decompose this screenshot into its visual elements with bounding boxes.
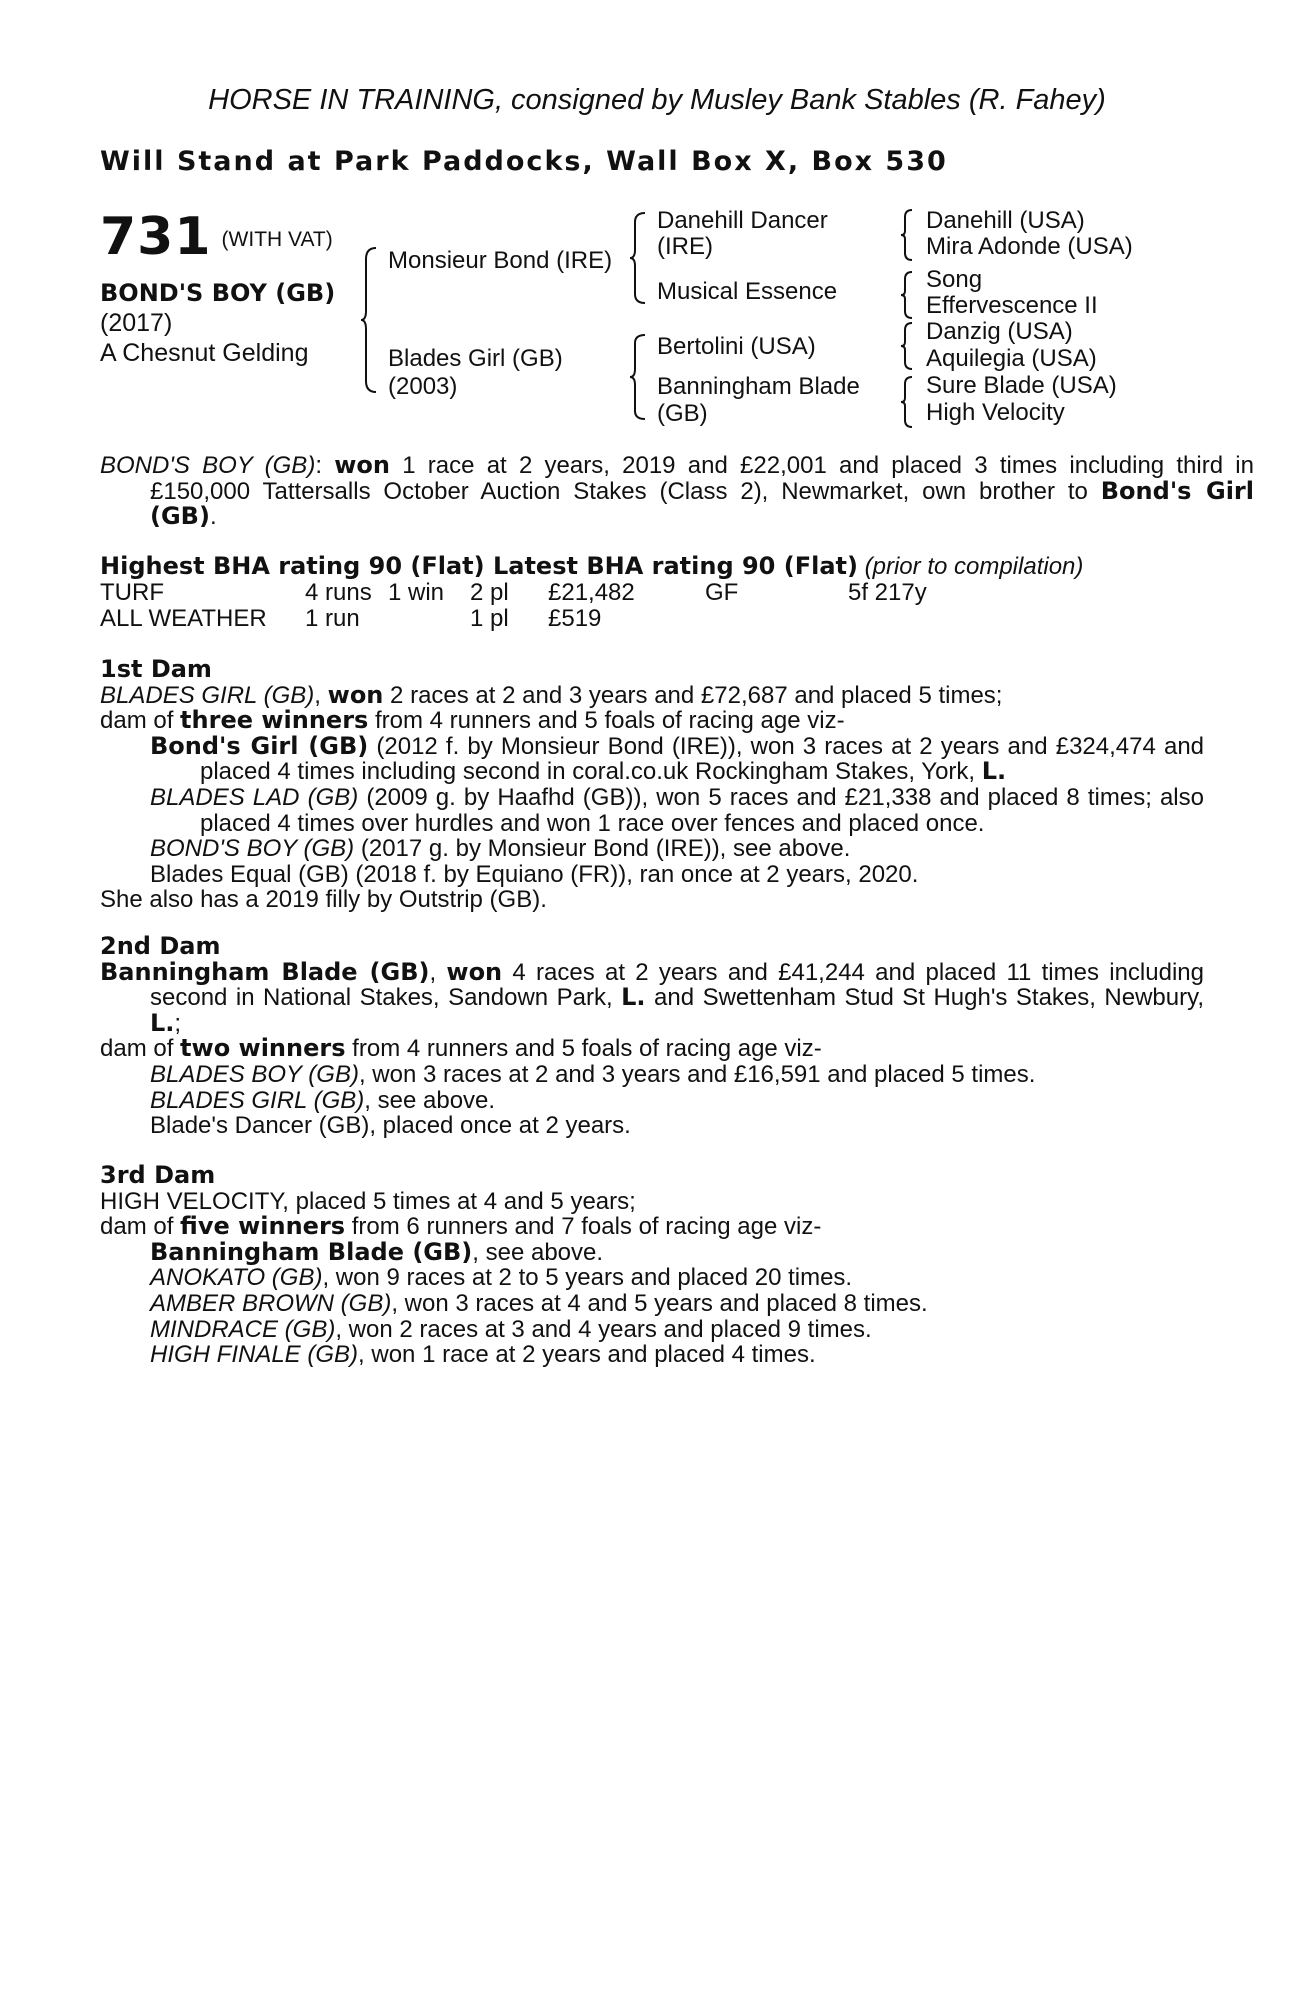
ped-sire: Monsieur Bond (IRE): [388, 247, 613, 274]
ped-dam-line2: (2003): [388, 373, 458, 400]
first-dam-won: won: [327, 680, 384, 709]
ped-g1: Danehill (USA): [926, 207, 1085, 234]
second-dam-section: [100, 934, 1204, 1139]
third-dam-foal-3: [100, 1291, 1204, 1317]
summary-text: 1 race at 2 years, 2019 and £22,001 and placed 3 times including third in £150,000 Tattersalls October Auction Stakes (Class 2), Newmarket, own brother to: [150, 452, 1254, 505]
summary-sibling: Bond's Girl (GB): [150, 476, 1254, 531]
pedigree-brace-g2: [900, 269, 916, 321]
horse-description: A Chesnut Gelding: [100, 339, 309, 367]
foal-text: , won 2 races at 3 and 4 years and placed 9 times.: [335, 1315, 872, 1343]
record-distance: 5f 217y: [848, 579, 927, 606]
second-dam-record: [100, 957, 1204, 1037]
third-dam-record: HIGH VELOCITY, placed 5 times at 4 and 5 years;: [100, 1187, 636, 1215]
pedigree-brace-g4: [900, 374, 916, 430]
record-prize: £519: [548, 604, 602, 632]
first-dam-produce: [100, 708, 1204, 734]
third-dam-title: 3rd Dam: [100, 1161, 216, 1189]
ped-g5: Danzig (USA): [926, 318, 1073, 345]
first-dam-also: She also has a 2019 filly by Outstrip (GB).: [100, 886, 547, 914]
dam-of-winners: three winners: [180, 706, 369, 735]
summary-horse-name: BOND'S BOY (GB): [100, 452, 316, 479]
listed-marker: L.: [150, 1008, 175, 1037]
record-wins: 1 win: [388, 579, 445, 606]
foal-name: BLADES BOY (GB): [150, 1060, 359, 1088]
first-dam-foal-2: [100, 785, 1204, 836]
dam-of-suffix: from 4 runners and 5 foals of racing age viz-: [345, 1035, 822, 1063]
third-dam-foal-4: [100, 1317, 1204, 1343]
summary-end: .: [209, 503, 217, 531]
second-dam-foal-3: Blade's Dancer (GB), placed once at 2 years.: [150, 1112, 631, 1140]
ratings-note: (prior to compilation): [864, 553, 1084, 580]
summary-colon: :: [315, 452, 335, 479]
ped-dam-dam-line1: Banningham Blade: [657, 373, 860, 400]
ped-dam-dam-line2: (GB): [657, 400, 708, 427]
horse-identity: [100, 278, 335, 368]
record-placed: 2 pl: [470, 579, 509, 606]
record-runs: 4 runs: [305, 579, 372, 606]
race-summary: [100, 453, 1254, 530]
foal-text: , won 3 races at 2 and 3 years and £16,591 and placed 5 times.: [358, 1060, 1036, 1088]
summary-won: won: [334, 451, 390, 479]
dam-of-suffix: from 6 runners and 7 foals of racing age viz-: [345, 1213, 822, 1241]
first-dam-text: 2 races at 2 and 3 years and £72,687 and placed 5 times;: [383, 681, 1003, 709]
second-dam-text-2: and Swettenham Stud St Hugh's Stakes, Newbury,: [645, 984, 1204, 1012]
ped-g7: Sure Blade (USA): [926, 372, 1117, 399]
foal-name: Bond's Girl (GB): [150, 731, 369, 760]
record-surface: ALL WEATHER: [100, 604, 267, 632]
foal-name: MINDRACE (GB): [150, 1315, 336, 1343]
dam-of-prefix: dam of: [100, 1213, 181, 1241]
foal-name: AMBER BROWN (GB): [150, 1289, 392, 1317]
record-runs: 1 run: [305, 604, 360, 632]
record-prize: £21,482: [548, 579, 635, 606]
dam-of-prefix: dam of: [100, 1035, 181, 1063]
foal-text: , won 9 races at 2 to 5 years and placed 20 times.: [322, 1264, 853, 1292]
pedigree-brace-sire: [629, 210, 649, 306]
second-dam-text-3: ;: [174, 1009, 182, 1037]
first-dam-title: 1st Dam: [100, 655, 212, 683]
vat-label: (WITH VAT): [221, 228, 333, 251]
first-dam-foal-4: Blades Equal (GB) (2018 f. by Equiano (FR)), ran once at 2 years, 2020.: [150, 860, 919, 888]
foal-name: BOND'S BOY (GB): [150, 835, 355, 863]
foal-text: , won 3 races at 4 and 5 years and placed 8 times.: [391, 1289, 928, 1317]
ped-dam-line1: Blades Girl (GB): [388, 345, 563, 372]
ratings-title: Highest BHA rating 90 (Flat) Latest BHA rating 90 (Flat): [100, 552, 858, 580]
ped-sire-sire-line1: Danehill Dancer: [657, 207, 828, 234]
lot-number: 731: [100, 207, 212, 267]
first-dam-foal-1: [100, 731, 1205, 786]
ped-sire-sire-line2: (IRE): [657, 233, 713, 260]
record-going: GF: [705, 579, 739, 606]
foal-text: , see above.: [364, 1086, 496, 1114]
second-dam-foal-2: [100, 1088, 1204, 1114]
pedigree-brace-dam: [629, 332, 649, 422]
listed-marker: L.: [981, 757, 1007, 786]
ped-g8: High Velocity: [926, 399, 1065, 426]
dam-of-winners: two winners: [180, 1034, 346, 1063]
foal-name: BLADES GIRL (GB): [150, 1086, 365, 1114]
foal-name: Banningham Blade (GB): [150, 1237, 473, 1266]
listed-marker: L.: [621, 983, 646, 1012]
third-dam-foal-1: [100, 1237, 1204, 1266]
foal-text: (2017 g. by Monsieur Bond (IRE)), see above.: [354, 835, 851, 863]
ped-g2: Mira Adonde (USA): [926, 233, 1133, 260]
foal-name: HIGH FINALE (GB): [150, 1341, 359, 1369]
second-dam-produce: [100, 1036, 1204, 1062]
third-dam-foal-2: [100, 1265, 1204, 1291]
record-placed: 1 pl: [470, 604, 509, 632]
second-dam-text-1: 4 races at 2 years and £41,244 and placed 11 times including second in National Stakes, Sandown Park,: [150, 958, 1204, 1012]
ped-g4: Effervescence II: [926, 292, 1098, 319]
first-dam-sep: ,: [314, 681, 328, 709]
second-dam-name: Banningham Blade (GB): [100, 957, 430, 986]
second-dam-sep: ,: [429, 958, 447, 986]
pedigree-brace-g3: [900, 320, 916, 372]
first-dam-foal-3: [100, 836, 1204, 862]
bha-ratings: [100, 554, 1204, 580]
lot-number-block: [100, 207, 333, 267]
second-dam-won: won: [446, 957, 503, 986]
third-dam-foal-5: [100, 1342, 1204, 1368]
foal-text: , see above.: [472, 1238, 604, 1266]
page-heading: HORSE IN TRAINING, consigned by Musley Bank Stables (R. Fahey): [208, 84, 1106, 116]
third-dam-produce: [100, 1214, 1204, 1240]
first-dam-name: BLADES GIRL (GB): [100, 681, 315, 709]
record-surface: TURF: [100, 579, 164, 606]
third-dam-section: [100, 1163, 1204, 1368]
foal-text: , won 1 race at 2 years and placed 4 times.: [358, 1341, 816, 1369]
ped-g6: Aquilegia (USA): [926, 345, 1097, 372]
foal-text: (2012 f. by Monsieur Bond (IRE)), won 3 races at 2 years and £324,474 and placed 4 times including second in coral.co.uk Rockingham Stakes, York,: [200, 732, 1205, 786]
dam-of-prefix: dam of: [100, 707, 181, 735]
dam-of-suffix: from 4 runners and 5 foals of racing age viz-: [368, 707, 845, 735]
ped-g3: Song: [926, 266, 983, 293]
foaling-year: (2017): [100, 309, 173, 337]
ped-dam-sire: Bertolini (USA): [657, 333, 816, 360]
first-dam-record: [100, 680, 1204, 709]
dam-of-winners: five winners: [180, 1212, 346, 1241]
stabling-location: Will Stand at Park Paddocks, Wall Box X, Box 530: [100, 146, 948, 177]
second-dam-title: 2nd Dam: [100, 932, 221, 960]
first-dam-section: [100, 657, 1204, 913]
second-dam-foal-1: [100, 1062, 1204, 1088]
foal-name: BLADES LAD (GB): [150, 783, 359, 811]
pedigree-brace-g1: [900, 207, 916, 263]
ped-sire-dam: Musical Essence: [657, 278, 838, 305]
foal-text: (2009 g. by Haafhd (GB)), won 5 races and £21,338 and placed 8 times; also placed 4 times over hurdles and won 1 race over fences and placed once.: [200, 783, 1204, 837]
horse-name: BOND'S BOY (GB): [100, 279, 336, 307]
foal-name: ANOKATO (GB): [150, 1264, 323, 1292]
pedigree-brace-main: [360, 245, 380, 395]
